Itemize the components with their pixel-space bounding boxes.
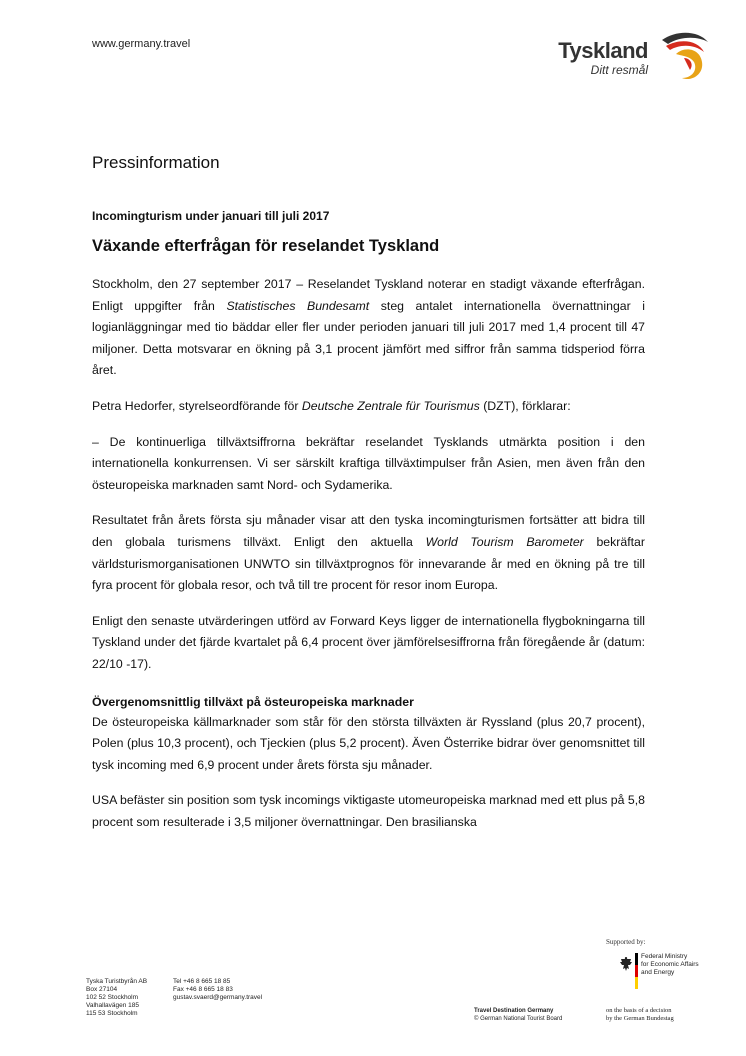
article-body xyxy=(92,208,645,833)
paragraph-usa: USA befäster sin position som tysk incomings viktigaste utomeuropeiska marknad med ett plus på 5,8 procent som resulterade i 3,5 miljoner övernattningar. Den brasilianska xyxy=(92,793,645,829)
supported-by-label: Supported by: xyxy=(606,938,646,946)
paragraph-results: Resultatet från årets första sju månader visar att den tyska incomingturismen fortsätter att bidra till den globala turismens tillväxt. Enligt den aktuella World Tourism Barometer bekräftar världsturismorganisationen UNWTO sin tillväxtprognos för innevarande år med en ökning på tre till fyra procent för globala resor, och två till tre procent för resor inom Europa. xyxy=(92,513,645,593)
footer-address: Tyska Turistbyrån AB Box 27104 102 52 Stockholm Valhallavägen 185 115 53 Stockholm xyxy=(86,978,148,1017)
paragraph-quote-intro: Petra Hedorfer, styrelseordförande för Deutsche Zentrale für Tourismus (DZT), förklarar: xyxy=(92,398,571,413)
section-heading: Övergenomsnittlig tillväxt på östeuropeiska marknader xyxy=(92,694,414,709)
logo-title: Tyskland xyxy=(558,38,648,63)
paragraph-intro: Stockholm, den 27 september 2017 – Reselandet Tyskland noterar en stadigt växande efterfrågan. Enligt uppgifter från Statistisches Bundesamt steg antalet internationella övernattningar i logianläggningar med tio bäddar eller fler under perioden januari till juli 2017 med 1,4 procent till 47 miljoner. Detta motsvarar en ökning på 3,1 procent jämfört med siffror från samma tidsperiod förra året. xyxy=(92,277,645,378)
footer-brand: Travel Destination Germany © German National Tourist Board xyxy=(474,1008,563,1022)
footer-contact: Tel +46 8 665 18 85 Fax +46 8 665 18 83 gustav.svaerd@germany.travel xyxy=(173,978,263,1001)
tyskland-logo xyxy=(540,28,720,88)
german-flag-stripe xyxy=(635,953,638,989)
source-name: Statistisches Bundesamt xyxy=(226,298,370,313)
headline: Växande efterfrågan för reselandet Tyskland xyxy=(92,237,440,255)
federal-eagle-icon xyxy=(618,956,634,972)
report-name: World Tourism Barometer xyxy=(425,534,584,549)
logo-subtitle: Ditt resmål xyxy=(590,63,648,77)
organization-name: Deutsche Zentrale für Tourismus xyxy=(301,398,480,413)
footer-email: gustav.svaerd@germany.travel xyxy=(173,994,263,1001)
ministry-name: Federal Ministry for Economic Affairs and Energy xyxy=(641,953,699,976)
paragraph-eastern-europe: De östeuropeiska källmarknader som står för den största tillväxten är Ryssland (plus 20,7 procent), Polen (plus 10,3 procent), och Tjeckien (plus 5,2 procent). Även Österrike bidrar över genomsnittet till tysk incoming med 6,9 procent under årets första sju månader. xyxy=(92,714,645,772)
footer-bundestag-note: on the basis of a decision by the German Bundestag xyxy=(606,1007,674,1022)
paragraph-quote: – De kontinuerliga tillväxtsiffrorna bekräftar reselandet Tysklands utmärkta position i den internationella konkurrensen. Vi ser särskilt kraftiga tillväxtimpulser från Asien, men även från den östeuropeiska marknaden samt Nord- och Sydamerika. xyxy=(92,434,645,492)
subheading: Incomingturism under januari till juli 2017 xyxy=(92,209,330,223)
bird-swirl-icon xyxy=(654,28,714,86)
website-url: www.germany.travel xyxy=(92,38,191,50)
paragraph-forward-keys: Enligt den senaste utvärderingen utförd av Forward Keys ligger de internationella flygbokningarna till Tyskland under det fjärde kvartalet på 6,4 procent över jämförelsesiffrorna från föregående år (datum: 22/10 -17). xyxy=(92,613,645,671)
document-label: Pressinformation xyxy=(92,153,220,172)
